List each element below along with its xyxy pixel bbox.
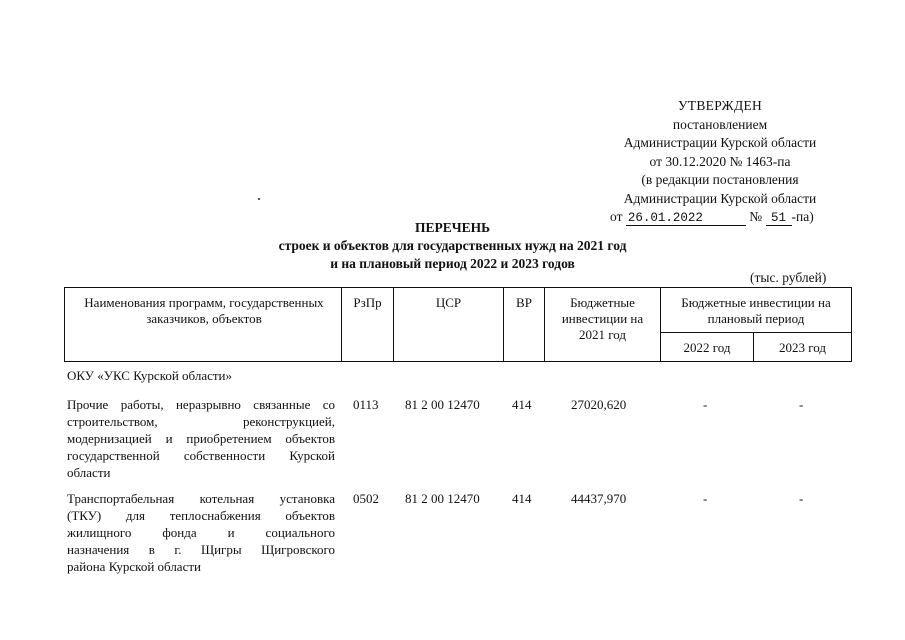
header-name: Наименования программ, государственных заказчиков, объектов (84, 295, 324, 326)
approval-line-2: постановлением (672, 116, 768, 132)
row-rzpr: 0113 (353, 397, 379, 412)
row-inv-2021: 44437,970 (571, 491, 627, 506)
row-name-line: строительством, реконструкцией, (67, 414, 335, 429)
from-prefix: от (610, 209, 623, 224)
approval-block (590, 97, 850, 227)
row-name-line: Транспортабельная котельная установка (67, 491, 335, 506)
approval-heading: УТВЕРЖДЕН (677, 98, 763, 113)
row-name-line: модернизацией и приобретением объектов (67, 431, 335, 446)
row-inv-2022: - (703, 491, 708, 506)
organization-name: ОКУ «УКС Курской области» (67, 368, 233, 383)
approval-line-4: от 30.12.2020 № 1463-па (649, 153, 791, 169)
table-row-name (67, 396, 335, 481)
header-csr: ЦСР (435, 295, 462, 310)
speck (258, 198, 260, 200)
row-inv-2021: 27020,620 (571, 397, 627, 412)
table-row-name (67, 490, 335, 575)
document-subtitle-2: и на плановый период 2022 и 2023 годов (330, 256, 575, 271)
row-inv-2022: - (703, 397, 708, 412)
header-row-divider (660, 332, 851, 333)
approval-line-5: (в редакции постановления (641, 172, 799, 187)
row-name-line: Прочие работы, неразрывно связанные со (67, 397, 335, 412)
row-name-line: (ТКУ) для теплоснабжения объектов (67, 508, 335, 523)
header-rzpr: РзПр (353, 295, 382, 310)
row-inv-2023: - (799, 397, 804, 412)
header-inv-2021: Бюджетные инвестиции на 2021 год (561, 295, 644, 342)
row-name-line: государственной собственности Курской (67, 448, 335, 463)
number-field: 51 (766, 211, 792, 226)
row-inv-2023: - (799, 491, 804, 506)
row-csr: 81 2 00 12470 (405, 491, 480, 506)
row-name-line: района Курской области (67, 559, 201, 574)
row-vr: 414 (512, 491, 532, 506)
approval-line-3: Администрации Курской области (623, 135, 817, 150)
document-subtitle-1: строек и объектов для государственных нужд на 2021 год (278, 238, 627, 253)
header-2023: 2023 год (779, 340, 826, 355)
row-name-line: области (67, 465, 111, 480)
units-label: (тыс. рублей) (750, 270, 827, 285)
header-vr: ВР (516, 295, 532, 310)
number-prefix: № (749, 209, 763, 224)
row-name-line: назначения в г. Щигры Щигровского (67, 542, 335, 557)
col-divider (544, 287, 545, 361)
date-field: 26.01.2022 (626, 211, 746, 226)
header-2022: 2022 год (683, 340, 731, 355)
header-planned: Бюджетные инвестиции на плановый период (681, 295, 831, 326)
approval-line-6: Администрации Курской области (623, 190, 817, 206)
row-name-line: жилищного фонда и социального (67, 525, 335, 540)
document-title: ПЕРЕЧЕНЬ (414, 220, 491, 235)
row-csr: 81 2 00 12470 (405, 397, 480, 412)
row-rzpr: 0502 (353, 491, 379, 506)
row-vr: 414 (512, 397, 532, 412)
number-suffix: -па) (791, 209, 814, 224)
